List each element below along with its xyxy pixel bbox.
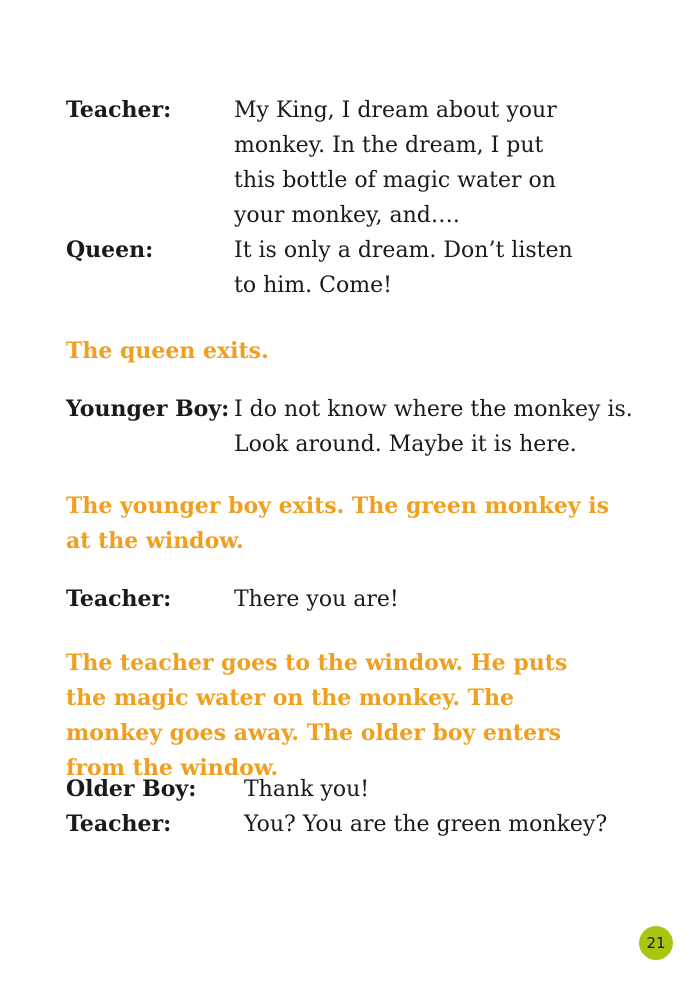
dialogue-line [66, 392, 640, 462]
dialogue-block-1 [66, 93, 640, 303]
speech-text: It is only a dream. Don’t listen to him. Come! [234, 238, 573, 298]
speech-text: You? You are the green monkey? [244, 812, 608, 837]
page-number-badge: 21 [639, 926, 673, 960]
speech-text: I do not know where the monkey is. Look around. Maybe it is here. [234, 397, 633, 457]
speaker-name: Younger Boy: [66, 396, 230, 422]
speaker-name: Teacher: [66, 97, 172, 123]
dialogue-block-4 [66, 772, 640, 842]
stage-direction-2: The younger boy exits. The green monkey is at the window. [66, 493, 609, 554]
stage-direction-3: The teacher goes to the window. He puts the magic water on the monkey. The monkey goes away. The older boy enters from the window. [66, 650, 568, 781]
dialogue-line [66, 807, 640, 842]
dialogue-block-2 [66, 392, 640, 462]
stage-direction-1: The queen exits. [66, 338, 269, 364]
speaker-name: Older Boy: [66, 776, 197, 802]
speech-text: There you are! [234, 587, 399, 612]
speech-text: My King, I dream about your monkey. In the dream, I put this bottle of magic water on your monkey, and…. [234, 98, 557, 228]
dialogue-line [66, 772, 640, 807]
dialogue-line [66, 233, 640, 303]
speaker-name: Queen: [66, 237, 154, 263]
speaker-name: Teacher: [66, 586, 172, 612]
speaker-name: Teacher: [66, 811, 172, 837]
dialogue-line [66, 93, 640, 233]
dialogue-block-3 [66, 582, 640, 617]
dialogue-line [66, 582, 640, 617]
speech-text: Thank you! [244, 777, 370, 802]
